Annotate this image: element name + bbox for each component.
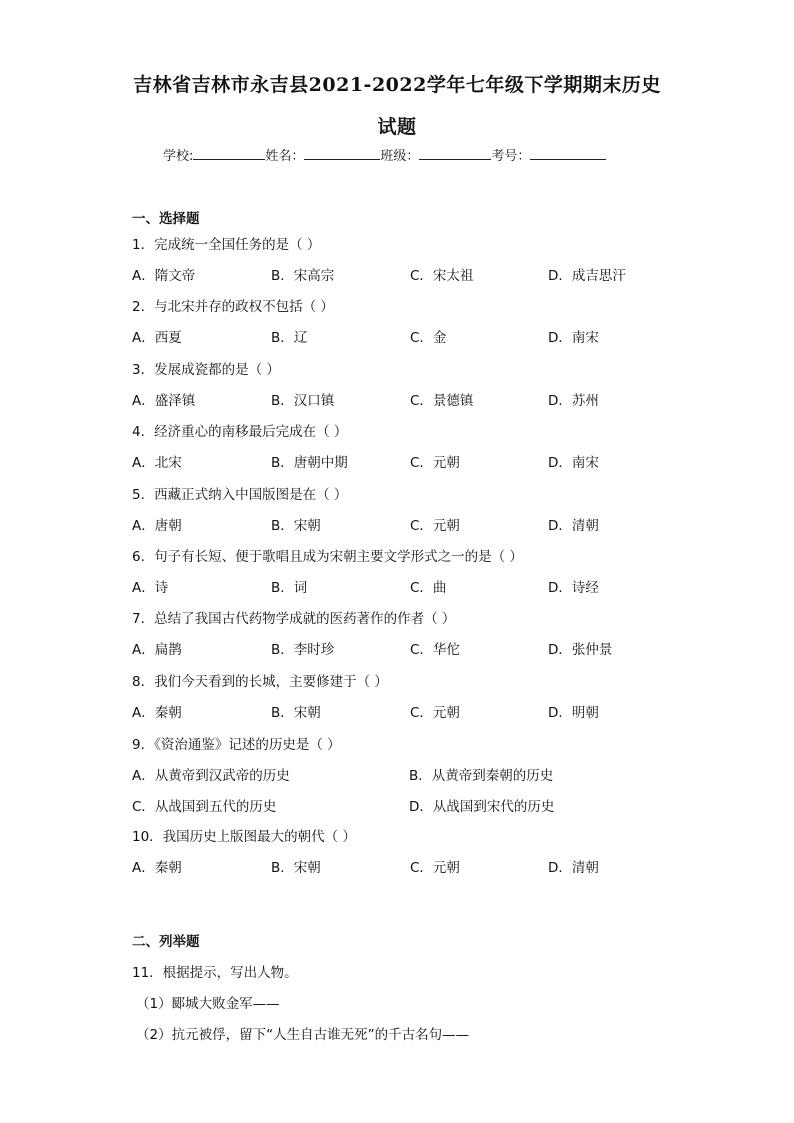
- question-4-option-a[interactable]: A．北宋: [132, 455, 182, 471]
- question-2-option-d[interactable]: D．南宋: [548, 330, 599, 346]
- question-6-option-b[interactable]: B．词: [271, 580, 308, 596]
- question-4-option-c[interactable]: C．元朝: [410, 455, 460, 471]
- page-title-line2: 试题: [377, 116, 417, 138]
- name-label: 姓名：: [265, 149, 305, 164]
- question-10: 10．我国历史上版图最大的朝代（ ）: [132, 829, 356, 845]
- question-3-option-b[interactable]: B．汉口镇: [271, 393, 335, 409]
- question-3-option-a[interactable]: A．盛泽镇: [132, 393, 196, 409]
- question-8-option-c[interactable]: C．元朝: [410, 705, 460, 721]
- question-7-option-c[interactable]: C．华佗: [410, 642, 460, 658]
- student-info-row: [163, 145, 606, 164]
- question-1-option-a[interactable]: A．隋文帝: [132, 268, 196, 284]
- question-4-option-b[interactable]: B．唐朝中期: [271, 455, 348, 471]
- name-blank[interactable]: [304, 147, 380, 160]
- question-1-option-c[interactable]: C．宋太祖: [410, 268, 474, 284]
- question-2-option-c[interactable]: C．金: [410, 330, 447, 346]
- school-blank[interactable]: [193, 147, 265, 160]
- question-8-option-a[interactable]: A．秦朝: [132, 705, 182, 721]
- question-9-option-b[interactable]: B．从黄帝到秦朝的历史: [409, 768, 554, 784]
- section-2-title: 二、列举题: [132, 934, 200, 950]
- question-9-option-a[interactable]: A．从黄帝到汉武帝的历史: [132, 768, 290, 784]
- question-8-option-d[interactable]: D．明朝: [548, 705, 599, 721]
- question-11: 11．根据提示，写出人物。: [132, 965, 298, 981]
- question-9: 9．《资治通鉴》记述的历史是（ ）: [132, 737, 341, 753]
- class-blank[interactable]: [419, 147, 491, 160]
- question-9-option-c[interactable]: C．从战国到五代的历史: [132, 799, 277, 815]
- question-5-option-c[interactable]: C．元朝: [410, 518, 460, 534]
- school-label: 学校:: [163, 149, 194, 164]
- question-2-option-b[interactable]: B．辽: [271, 330, 308, 346]
- question-6: 6．句子有长短、便于歌唱且成为宋朝主要文学形式之一的是（ ）: [132, 549, 523, 565]
- question-6-option-d[interactable]: D．诗经: [548, 580, 599, 596]
- exam-number-blank[interactable]: [530, 147, 606, 160]
- question-6-option-a[interactable]: A．诗: [132, 580, 169, 596]
- question-3-option-d[interactable]: D．苏州: [548, 393, 599, 409]
- exam-number-label: 考号：: [491, 149, 531, 164]
- question-10-option-c[interactable]: C．元朝: [410, 860, 460, 876]
- question-11-sub-2: （2）抗元被俘，留下“人生自古谁无死”的千古名句——: [136, 1027, 470, 1043]
- question-5-option-b[interactable]: B．宋朝: [271, 518, 321, 534]
- question-2-option-a[interactable]: A．西夏: [132, 330, 182, 346]
- question-8-option-b[interactable]: B．宋朝: [271, 705, 321, 721]
- question-7-option-a[interactable]: A．扁鹊: [132, 642, 182, 658]
- question-1-option-d[interactable]: D．成吉思汗: [548, 268, 626, 284]
- question-1: 1．完成统一全国任务的是（ ）: [132, 237, 321, 253]
- question-5-option-a[interactable]: A．唐朝: [132, 518, 182, 534]
- question-7-option-d[interactable]: D．张仲景: [548, 642, 613, 658]
- question-3-option-c[interactable]: C．景德镇: [410, 393, 474, 409]
- question-7-option-b[interactable]: B．李时珍: [271, 642, 335, 658]
- question-10-option-d[interactable]: D．清朝: [548, 860, 599, 876]
- question-10-option-b[interactable]: B．宋朝: [271, 860, 321, 876]
- question-11-sub-1: （1）郾城大败金军——: [136, 996, 280, 1012]
- question-10-option-a[interactable]: A．秦朝: [132, 860, 182, 876]
- question-7: 7．总结了我国古代药物学成就的医药著作的作者（ ）: [132, 611, 456, 627]
- class-label: 班级：: [380, 149, 420, 164]
- question-4: 4．经济重心的南移最后完成在（ ）: [132, 424, 348, 440]
- question-8: 8．我们今天看到的长城，主要修建于（ ）: [132, 674, 388, 690]
- question-9-option-d[interactable]: D．从战国到宋代的历史: [409, 799, 555, 815]
- question-5: 5．西藏正式纳入中国版图是在（ ）: [132, 487, 348, 503]
- page-title-line1: 吉林省吉林市永吉县2021-2022学年七年级下学期期末历史: [133, 74, 661, 96]
- section-1-title: 一、选择题: [132, 211, 200, 227]
- question-1-option-b[interactable]: B．宋高宗: [271, 268, 335, 284]
- question-6-option-c[interactable]: C．曲: [410, 580, 447, 596]
- question-5-option-d[interactable]: D．清朝: [548, 518, 599, 534]
- question-4-option-d[interactable]: D．南宋: [548, 455, 599, 471]
- question-2: 2．与北宋并存的政权不包括（ ）: [132, 299, 334, 315]
- question-3: 3．发展成瓷都的是（ ）: [132, 362, 280, 378]
